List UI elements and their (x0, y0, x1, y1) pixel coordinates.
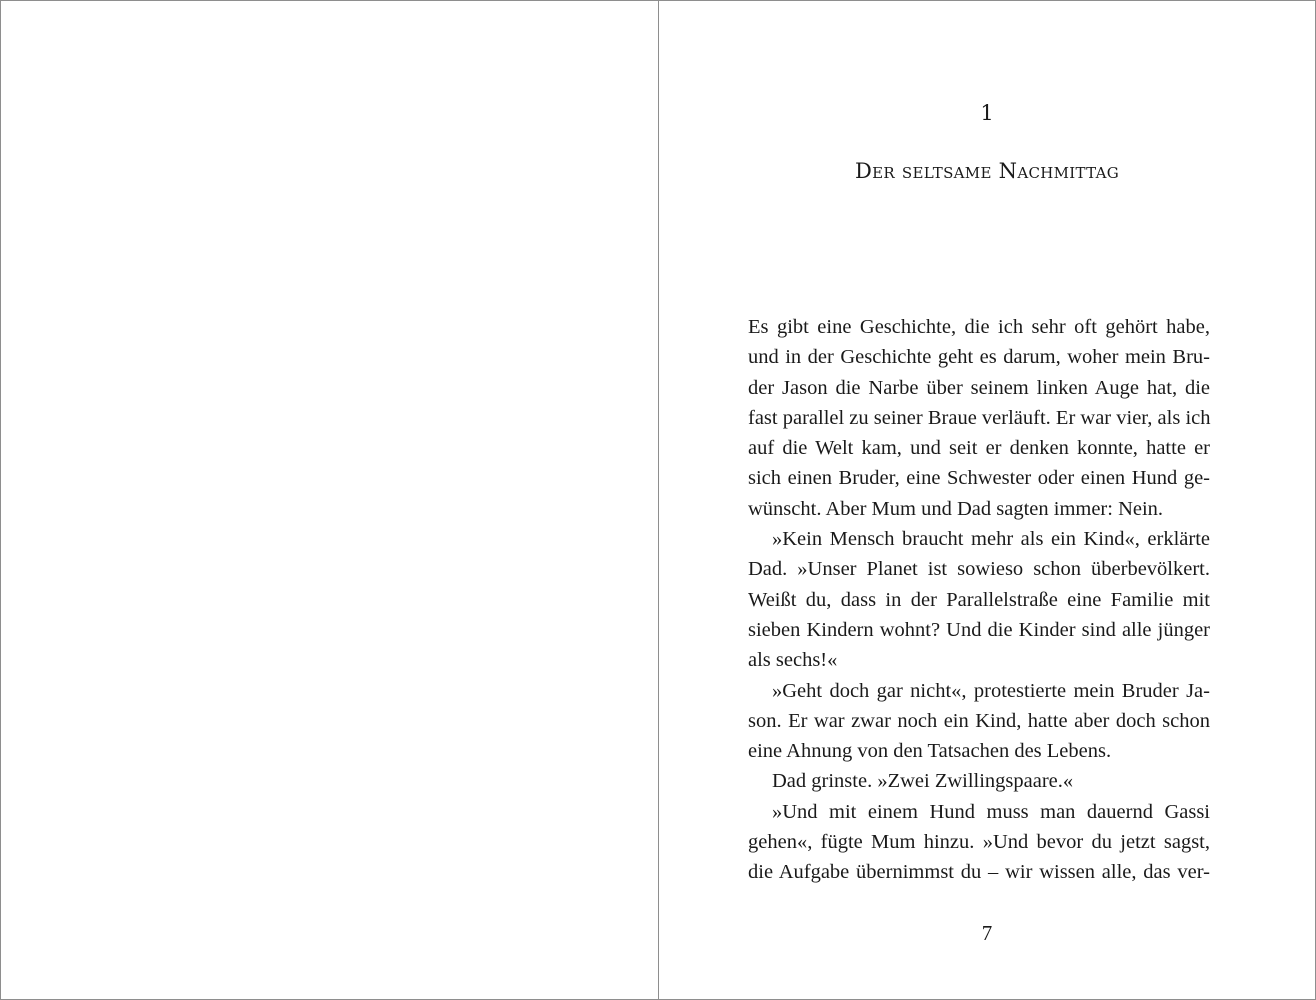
text-line: fast parallel zu seiner Braue verläuft. Er war vier, als ich (748, 406, 1211, 429)
text-line: auf die Welt kam, und seit er denken konnte, hatte er (748, 437, 1210, 460)
text-line: die Aufgabe übernimmst du – wir wissen alle, das ver- (748, 861, 1210, 884)
text-line: »Geht doch gar nicht«, protestierte mein Bruder Ja- (772, 679, 1210, 702)
page-number: 7 (981, 921, 993, 945)
text-line: »Und mit einem Hund muss man dauernd Gassi (772, 800, 1210, 823)
text-line: gehen«, fügte Mum hinzu. »Und bevor du jetzt sagst, (748, 831, 1210, 854)
chapter-number: 1 (980, 101, 994, 125)
text-line: sich einen Bruder, eine Schwester oder einen Hund ge- (748, 467, 1210, 490)
chapter-title: Der seltsame Nachmittag (854, 159, 1120, 183)
text-line: eine Ahnung von den Tatsachen des Lebens. (748, 740, 1112, 763)
text-line: sieben Kindern wohnt? Und die Kinder sind alle jünger (748, 618, 1210, 641)
text-line: Es gibt eine Geschichte, die ich sehr oft gehört habe, (748, 316, 1210, 338)
text-line: Weißt du, dass in der Parallelstraße eine Familie mit (748, 588, 1210, 611)
text-line: wünscht. Aber Mum und Dad sagten immer: Nein. (748, 497, 1164, 520)
right-page (658, 0, 1316, 1000)
text-line: »Kein Mensch braucht mehr als ein Kind«, erklärte (772, 528, 1210, 551)
text-line: Dad grinste. »Zwei Zwillingspaare.« (772, 770, 1074, 793)
text-line: als sechs!« (748, 649, 838, 672)
text-line: son. Er war zwar noch ein Kind, hatte aber doch schon (748, 709, 1210, 732)
body-text (748, 312, 1210, 888)
text-line: Dad. »Unser Planet ist sowieso schon überbevölkert. (748, 558, 1210, 581)
text-line: der Jason die Narbe über seinem linken Auge hat, die (748, 376, 1210, 399)
text-line: und in der Geschichte geht es darum, woher mein Bru- (748, 346, 1210, 369)
